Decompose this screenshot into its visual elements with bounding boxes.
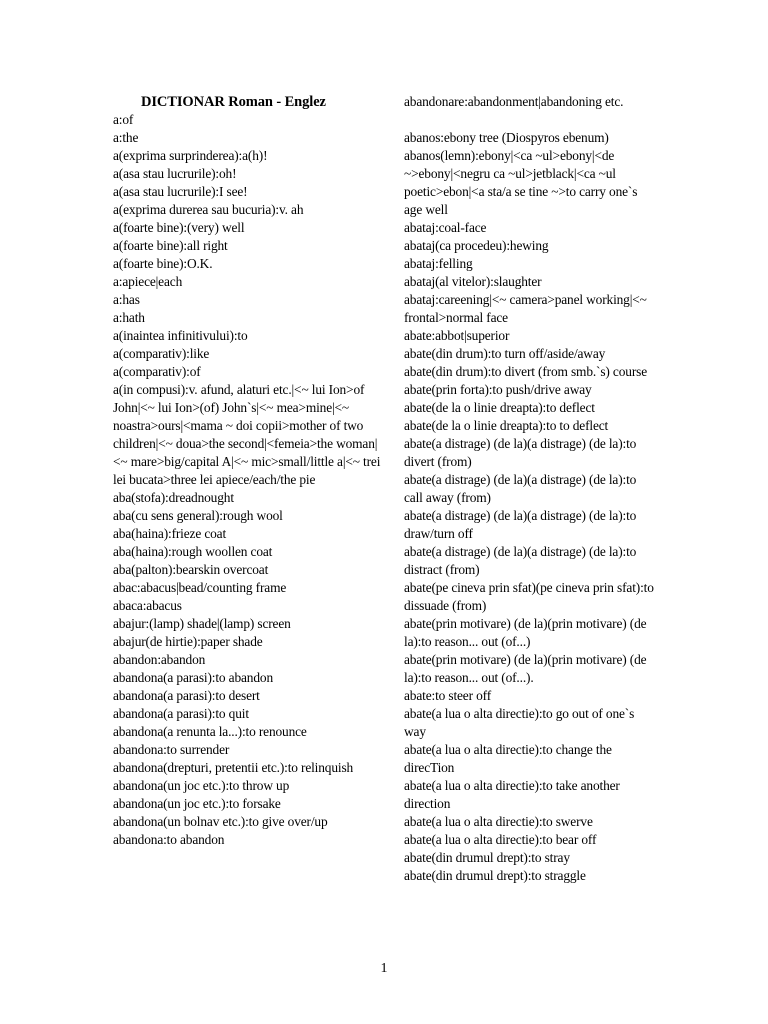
- dictionary-entry: aba(haina):frieze coat: [113, 526, 227, 541]
- dictionary-entry: abate(a lua o alta directie):to bear off: [404, 832, 597, 847]
- dictionary-entry: a(exprima durerea sau bucuria):v. ah: [113, 202, 304, 217]
- dictionary-entry: abandona(a parasi):to abandon: [113, 670, 273, 685]
- dictionary-entry: abataj:careening|<~ camera>panel working|<~ frontal>normal face: [404, 292, 647, 325]
- dictionary-entry: abate(prin motivare) (de la)(prin motivare) (de la):to reason... out (of...).: [404, 652, 647, 685]
- left-column: [113, 93, 385, 849]
- dictionary-entry: abanos:ebony tree (Diospyros ebenum): [404, 130, 609, 145]
- dictionary-entry: abate(a distrage) (de la)(a distrage) (de la):to draw/turn off: [404, 508, 637, 541]
- dictionary-entry: a(exprima surprinderea):a(h)!: [113, 148, 268, 163]
- dictionary-entry: a(comparativ):of: [113, 364, 201, 379]
- dictionary-entry: abate(a lua o alta directie):to change the direcTion: [404, 742, 612, 775]
- dictionary-entry: abandona:to abandon: [113, 832, 225, 847]
- dictionary-entry: a(asa stau lucrurile):oh!: [113, 166, 237, 181]
- dictionary-entry: abate:abbot|superior: [404, 328, 510, 343]
- dictionary-entry: abate(pe cineva prin sfat)(pe cineva prin sfat):to dissuade (from): [404, 580, 654, 613]
- dictionary-entry: abandona:to surrender: [113, 742, 230, 757]
- document-title: DICTIONAR Roman - Englez: [141, 94, 326, 110]
- right-column: [404, 93, 654, 885]
- dictionary-entry: a(inaintea infinitivului):to: [113, 328, 248, 343]
- dictionary-entry: abandona(a parasi):to quit: [113, 706, 249, 721]
- dictionary-entry: abajur:(lamp) shade|(lamp) screen: [113, 616, 291, 631]
- dictionary-entry: abate(de la o linie dreapta):to deflect: [404, 400, 595, 415]
- dictionary-entry: aba(stofa):dreadnought: [113, 490, 234, 505]
- dictionary-entry: abandona(a renunta la...):to renounce: [113, 724, 307, 739]
- dictionary-entry: a:of: [113, 112, 134, 127]
- dictionary-entry: abandona(drepturi, pretentii etc.):to relinquish: [113, 760, 354, 775]
- dictionary-entry: abataj(al vitelor):slaughter: [404, 274, 542, 289]
- dictionary-entry: abate(a distrage) (de la)(a distrage) (de la):to distract (from): [404, 544, 637, 577]
- dictionary-entry: abandona(un joc etc.):to forsake: [113, 796, 281, 811]
- dictionary-entry: abataj(ca procedeu):hewing: [404, 238, 549, 253]
- dictionary-entry: abate(din drumul drept):to stray: [404, 850, 570, 865]
- dictionary-entry: abate(prin motivare) (de la)(prin motivare) (de la):to reason... out (of...): [404, 616, 647, 649]
- page-number: 1: [380, 961, 388, 976]
- dictionary-entry: abate(din drum):to turn off/aside/away: [404, 346, 606, 361]
- dictionary-entry: a:apiece|each: [113, 274, 183, 289]
- dictionary-entry: abaca:abacus: [113, 598, 182, 613]
- dictionary-entry: abate(de la o linie dreapta):to to deflect: [404, 418, 609, 433]
- dictionary-entry: aba(haina):rough woollen coat: [113, 544, 273, 559]
- dictionary-entry: a:hath: [113, 310, 145, 325]
- dictionary-entry: abate(din drumul drept):to straggle: [404, 868, 586, 883]
- dictionary-entry: a(foarte bine):(very) well: [113, 220, 245, 235]
- dictionary-entry: abate(a lua o alta directie):to take another direction: [404, 778, 620, 811]
- dictionary-entry: abandonare:abandonment|abandoning etc.: [404, 94, 624, 109]
- left-entry-list: [113, 111, 385, 849]
- dictionary-entry: abate(din drum):to divert (from smb.`s) course: [404, 364, 647, 379]
- right-entry-list: [404, 93, 654, 885]
- dictionary-entry: abajur(de hirtie):paper shade: [113, 634, 263, 649]
- dictionary-entry: a(asa stau lucrurile):I see!: [113, 184, 248, 199]
- dictionary-entry: a(in compusi):v. afund, alaturi etc.|<~ lui Ion>of John|<~ lui Ion>(of) John`s|<~ mea>mine|<~ noastra>ours|<mama ~ doi copii>mother of two children|<~ doua>the second|<femeia>the woman|<~ mare>big/capital A|<~ mic>small/little a|<~ trei lei bucata>three lei apiece/each/the pie: [113, 382, 381, 487]
- dictionary-entry: a:the: [113, 130, 139, 145]
- dictionary-entry: a(foarte bine):O.K.: [113, 256, 213, 271]
- dictionary-entry: abanos(lemn):ebony|<ca ~ul>ebony|<de ~>ebony|<negru ca ~ul>jetblack|<ca ~ul poetic>ebon|<a sta/a se tine ~>to carry one`s age well: [404, 148, 638, 217]
- dictionary-entry: a:has: [113, 292, 140, 307]
- dictionary-entry: abate:to steer off: [404, 688, 492, 703]
- dictionary-entry: a(foarte bine):all right: [113, 238, 228, 253]
- dictionary-entry: abate(a distrage) (de la)(a distrage) (de la):to call away (from): [404, 472, 637, 505]
- dictionary-entry: a(comparativ):like: [113, 346, 210, 361]
- dictionary-entry: abataj:felling: [404, 256, 473, 271]
- dictionary-entry: abate(a distrage) (de la)(a distrage) (de la):to divert (from): [404, 436, 637, 469]
- dictionary-entry: abandona(un joc etc.):to throw up: [113, 778, 290, 793]
- dictionary-entry: abandona(a parasi):to desert: [113, 688, 260, 703]
- dictionary-entry: aba(cu sens general):rough wool: [113, 508, 283, 523]
- dictionary-entry: abac:abacus|bead/counting frame: [113, 580, 287, 595]
- dictionary-entry: abate(a lua o alta directie):to swerve: [404, 814, 593, 829]
- dictionary-entry: abate(prin forta):to push/drive away: [404, 382, 592, 397]
- dictionary-entry: abataj:coal-face: [404, 220, 487, 235]
- dictionary-entry: aba(palton):bearskin overcoat: [113, 562, 269, 577]
- dictionary-entry: abandona(un bolnav etc.):to give over/up: [113, 814, 328, 829]
- dictionary-entry: abandon:abandon: [113, 652, 206, 667]
- dictionary-entry: abate(a lua o alta directie):to go out of one`s way: [404, 706, 635, 739]
